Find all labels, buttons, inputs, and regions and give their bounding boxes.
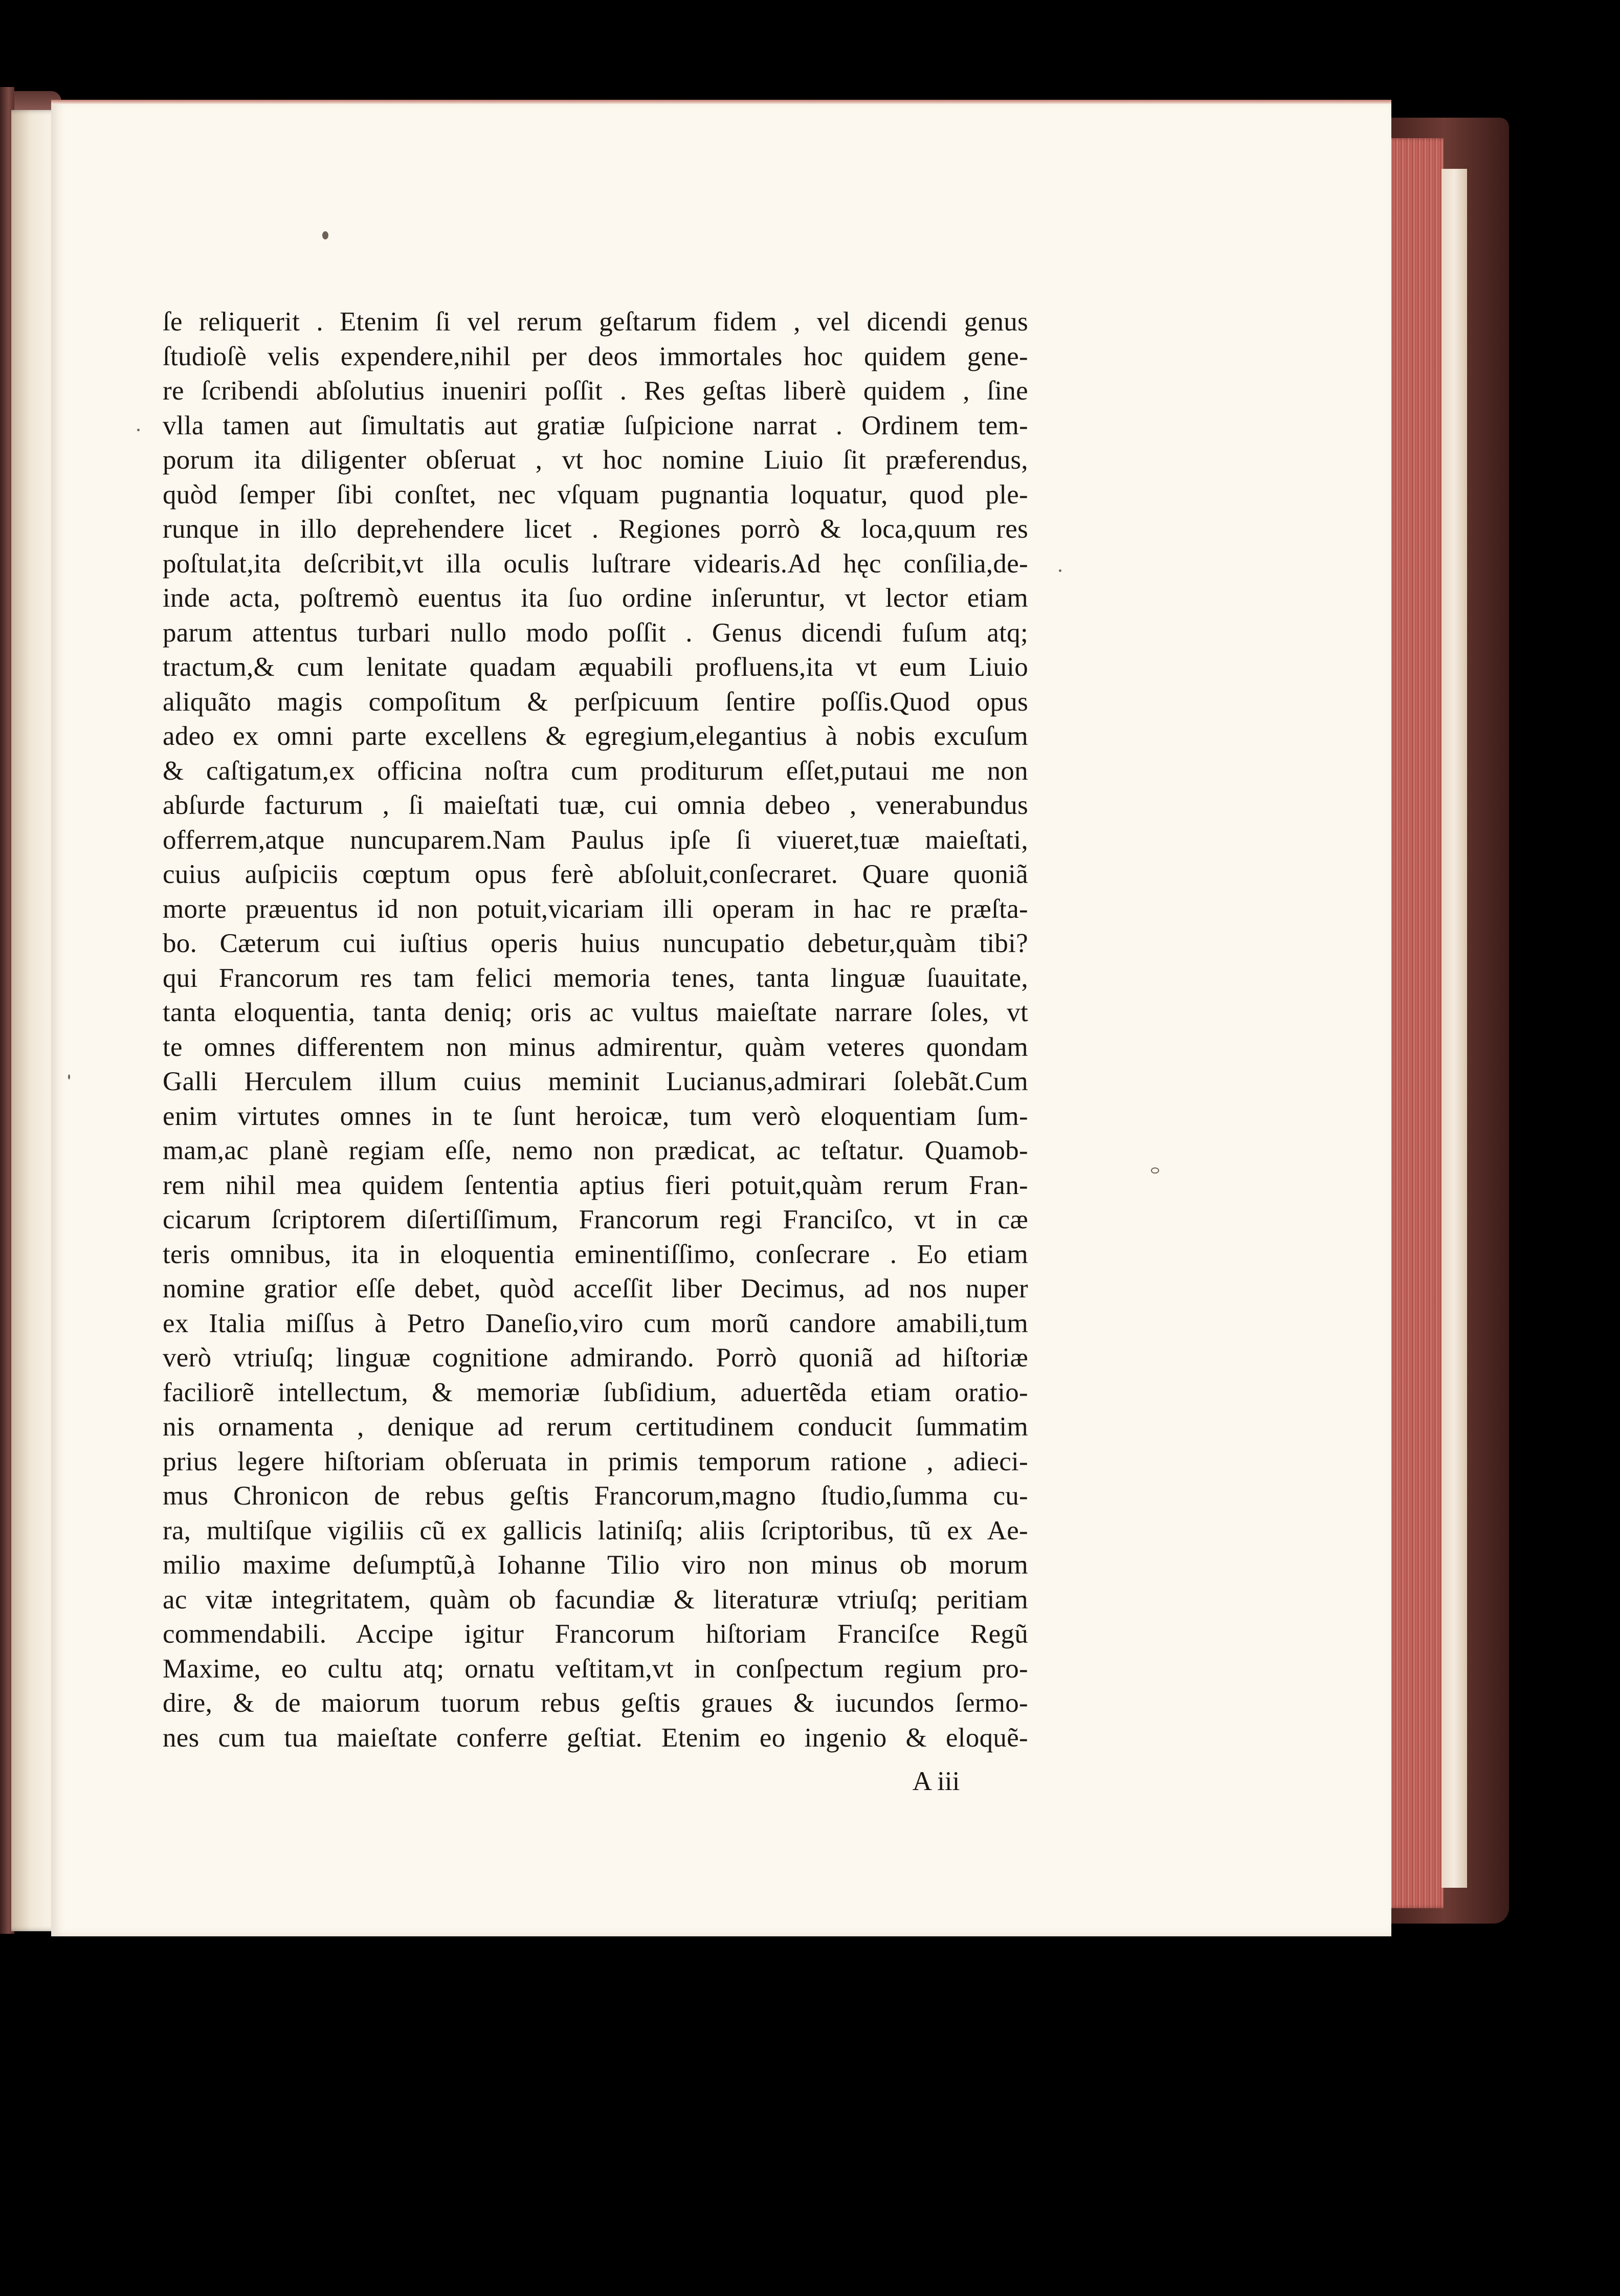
text-line: abſurde facturum , ſi maieſtati tuæ, cui omnia debeo , venerabundus [163, 790, 1028, 820]
text-line: offerrem,atque nuncuparem.Nam Paulus ipſe ſi viueret,tuæ maieſtati, [163, 825, 1028, 855]
text-line: porum ita diligenter obſeruat , vt hoc nomine Liuio ſit præferendus, [163, 445, 1028, 475]
text-line: adeo ex omni parte excellens & egregium,elegantius à nobis excuſum [163, 721, 1028, 751]
ink-speck [322, 231, 328, 239]
ink-speck [137, 429, 140, 431]
text-line: runque in illo deprehendere licet . Regiones porrò & loca,quum res [163, 514, 1028, 544]
ink-speck [68, 1074, 70, 1079]
text-line: cuius auſpiciis cœptum opus ferè abſoluit,conſecraret. Quare quoniã [163, 859, 1028, 889]
text-line: faciliorẽ intellectum, & memoriæ ſubſidium, aduertẽda etiam oratio- [163, 1377, 1028, 1407]
text-line: bo. Cæterum cui iuſtius operis huius nuncupatio debetur,quàm tibi? [163, 929, 1028, 958]
page-edge-cap [1441, 169, 1467, 1888]
text-line: tanta eloquentia, tanta deniq; oris ac vultus maieſtate narrare ſoles, vt [163, 998, 1028, 1027]
text-line: verò vtriuſq; linguæ cognitione admirando. Porrò quoniã ad hiſtoriæ [163, 1343, 1028, 1373]
text-line: ſe reliquerit . Etenim ſi vel rerum geſtarum fidem , vel dicendi genus [163, 307, 1028, 337]
text-line: morte præuentus id non potuit,vicariam illi operam in hac re præſta- [163, 894, 1028, 924]
signature-mark: A iii [912, 1767, 960, 1796]
text-line: quòd ſemper ſibi conſtet, nec vſquam pugnantia loquatur, quod ple- [163, 479, 1028, 510]
text-line: Maxime, eo cultu atq; ornatu veſtitam,vt in conſpectum regium pro- [163, 1653, 1028, 1684]
text-line: rem nihil mea quidem ſententia aptius fieri potuit,quàm rerum Fran- [163, 1170, 1028, 1200]
text-line: cicarum ſcriptorem diſertiſſimum, Francorum regi Franciſco, vt in cæ [163, 1205, 1028, 1234]
text-line: dire, & de maiorum tuorum rebus geſtis graues & iucundos ſermo- [163, 1688, 1028, 1718]
text-line: vlla tamen aut ſimultatis aut gratiæ ſuſpicione narrat . Ordinem tem- [163, 410, 1028, 440]
text-line: ra, multiſque vigiliis cũ ex gallicis latiniſq; aliis ſcriptoribus, tũ ex Ae- [163, 1515, 1028, 1546]
text-line: & caſtigatum,ex officina noſtra cum proditurum eſſet,putaui me non [163, 756, 1028, 786]
text-line: te omnes differentem non minus admirentur, quàm veteres quondam [163, 1032, 1028, 1062]
text-line: milio maxime deſumptũ,à Iohanne Tilio viro non minus ob morum [163, 1550, 1028, 1580]
ink-speck [1151, 1167, 1159, 1174]
text-line: Galli Herculem illum cuius meminit Lucianus,admirari ſolebãt.Cum [163, 1067, 1028, 1096]
text-line: commendabili. Accipe igitur Francorum hiſtoriam Franciſce Regũ [163, 1619, 1028, 1649]
text-line: re ſcribendi abſolutius inueniri poſſit . Res geſtas liberè quidem , ſine [163, 376, 1028, 406]
text-line: inde acta, poſtremò euentus ita ſuo ordine inſeruntur, vt lector etiam [163, 583, 1028, 613]
red-page-edges [1387, 138, 1444, 1908]
text-line: nis ornamenta , denique ad rerum certitudinem conducit ſummatim [163, 1412, 1028, 1442]
text-line: tractum,& cum lenitate quadam æquabili profluens,ita vt eum Liuio [163, 652, 1028, 682]
text-line: prius legere hiſtoriam obſeruata in primis temporum ratione , adieci- [163, 1446, 1028, 1476]
text-line: nomine gratior eſſe debet, quòd acceſſit liber Decimus, ad nos nuper [163, 1274, 1028, 1304]
text-line: aliquãto magis compoſitum & perſpicuum ſentire poſſis.Quod opus [163, 687, 1028, 717]
text-line: nes cum tua maieſtate conferre geſtiat. Etenim eo ingenio & eloquẽ- [163, 1723, 1028, 1753]
body-text [163, 305, 1028, 1755]
text-line: ſtudioſè velis expendere,nihil per deos immortales hoc quidem gene- [163, 341, 1028, 371]
text-line: mus Chronicon de rebus geſtis Francorum,magno ſtudio,ſumma cu- [163, 1481, 1028, 1511]
text-line: poſtulat,ita deſcribit,vt illa oculis luſtrare videaris.Ad hęc conſilia,de- [163, 548, 1028, 579]
text-line: mam,ac planè regiam eſſe, nemo non prædicat, ac teſtatur. Quamob- [163, 1136, 1028, 1165]
text-line: ac vitæ integritatem, quàm ob facundiæ & literaturæ vtriuſq; peritiam [163, 1584, 1028, 1615]
text-line: teris omnibus, ita in eloquentia eminentiſſimo, conſecrare . Eo etiam [163, 1239, 1028, 1269]
text-line: ex Italia miſſus à Petro Daneſio,viro cum morũ candore amabili,tum [163, 1308, 1028, 1338]
text-line: enim virtutes omnes in te ſunt heroicæ, tum verò eloquentiam ſum- [163, 1101, 1028, 1131]
ink-speck [1059, 569, 1061, 572]
page-top-edge [51, 100, 1391, 104]
text-line: parum attentus turbari nullo modo poſſit . Genus dicendi fuſum atq; [163, 617, 1028, 648]
text-line: qui Francorum res tam felici memoria tenes, tanta linguæ ſuauitate, [163, 963, 1028, 993]
